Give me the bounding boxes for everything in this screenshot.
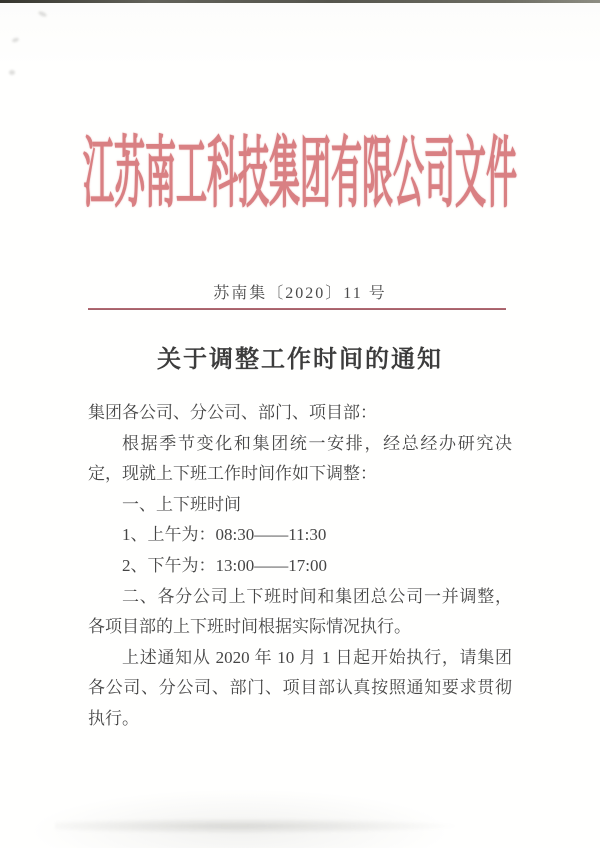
notice-body <box>88 398 512 735</box>
salutation-line: 集团各公司、分公司、部门、项目部： <box>88 403 377 422</box>
scan-speck-artifact <box>9 70 15 75</box>
scan-speck-artifact <box>12 37 20 43</box>
scan-speck-artifact <box>38 10 48 17</box>
letterhead-divider-rule <box>88 308 506 310</box>
scan-smudge-artifact <box>55 818 455 834</box>
notice-title: 关于调整工作时间的通知 <box>157 347 443 373</box>
letterhead-company-title: 江苏南工科技集团有限公司文件 <box>83 128 517 217</box>
body-paragraph: 上述通知从 2020 年 10 月 1 日起开始执行，请集团各公司、分公司、部门、项目部认真按照通知要求贯彻执行。 <box>88 647 512 728</box>
body-paragraph: 根据季节变化和集团统一安排，经总经办研究决定，现就上下班工作时间作如下调整： <box>88 433 512 484</box>
body-paragraph: 1、上午为：08:30——11:30 <box>122 525 327 545</box>
body-paragraph: 2、下午为：13:00——17:00 <box>122 555 327 575</box>
body-paragraph: 一、上下班时间 <box>122 494 241 514</box>
letterhead <box>0 122 600 217</box>
scanner-edge-artifact <box>0 0 600 3</box>
body-paragraph: 二、各分公司上下班时间和集团总公司一并调整，各项目部的上下班时间根据实际情况执行。 <box>88 586 512 637</box>
document-number: 苏南集〔2020〕11 号 <box>213 285 387 302</box>
